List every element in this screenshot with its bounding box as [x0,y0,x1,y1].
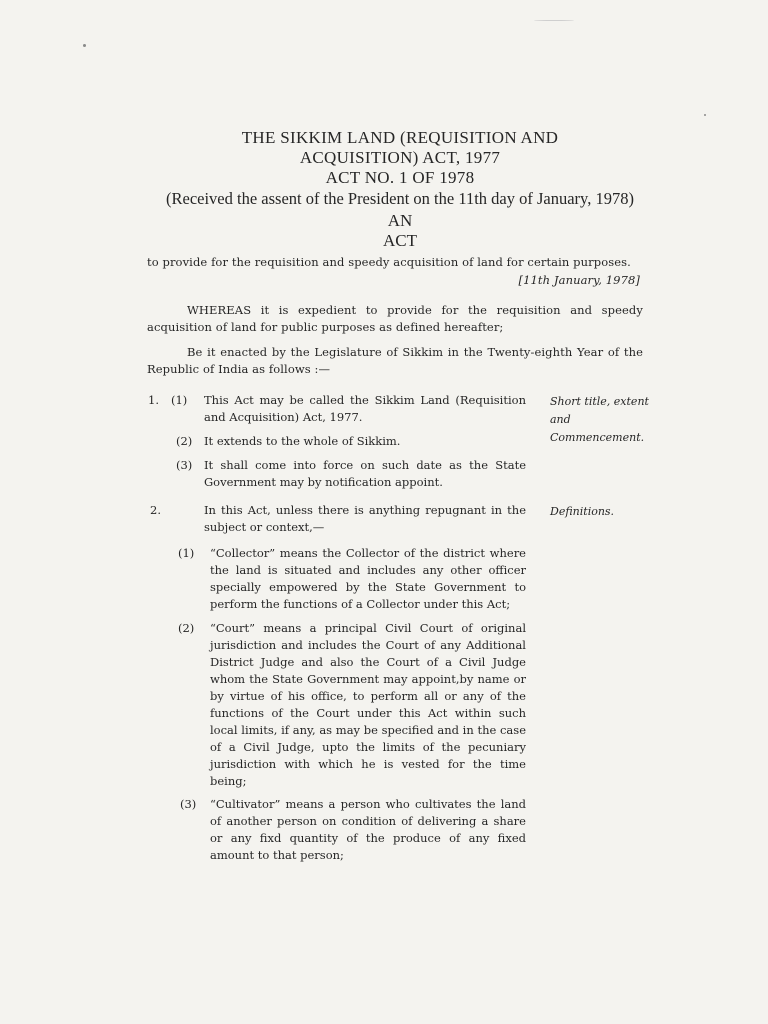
act-number: ACT NO. 1 OF 1978 [325,168,475,187]
scan-speck [704,114,706,116]
definition-text: “Cultivator” means a person who cultivates the land of another person on condition of delivering a share or any fixd quantity of the produce of any fixed amount to that person; [210,797,526,862]
margin-note: Definitions. [550,505,615,518]
act-title-line-1: THE SIKKIM LAND (REQUISITION AND [241,128,559,147]
scan-speck [534,20,574,21]
definition-text: “Court” means a principal Civil Court of original jurisdiction and includes the Court of any Additional District Judge and also the Court of a Civil Judge whom the State Government may appoint,by name or by virtue of his office, to perform all or any of the functions of the Court under this Act within such local limits, if any, as may be specified and in the case of a Civil Judge, upto the limits of the pecuniary jurisdiction with which he is vested for the time being; [210,621,526,788]
act-purpose: to provide for the requisition and speedy acquisition of land for certain purposes. [147,255,631,269]
definition-number: (2) [178,621,195,635]
section-intro: In this Act, unless there is anything repugnant in the subject or context,— [204,503,526,534]
heading-act: ACT [383,231,417,250]
enactment-date: [11th January, 1978] [518,273,640,287]
scan-speck [83,44,86,47]
section-number: 2. [150,503,161,517]
subsection-number: (1) [171,393,188,407]
subsection-number: (3) [176,458,193,472]
section-number: 1. [148,393,159,407]
whereas-clause: WHEREAS it is expedient to provide for the requisition and speedy acquisition of land for public purposes as defined hereafter; [147,303,643,334]
enacting-clause: Be it enacted by the Legislature of Sikkim in the Twenty-eighth Year of the Republic of India as follows :— [147,345,643,376]
subsection-text: It shall come into force on such date as the State Government may by notification appoint. [204,458,526,489]
definition-number: (1) [178,546,195,560]
margin-note: Short title, extent and Commencement. [550,395,649,444]
act-title-line-2: ACQUISITION) ACT, 1977 [299,148,501,167]
subsection-text: It extends to the whole of Sikkim. [204,434,401,448]
definition-number: (3) [180,797,197,811]
subsection-text: This Act may be called the Sikkim Land (Requisition and Acquisition) Act, 1977. [204,393,526,424]
assent-line: (Received the assent of the President on the 11th day of January, 1978) [166,189,634,208]
subsection-number: (2) [176,434,193,448]
heading-an: AN [387,211,413,230]
act-title-block [90,128,710,249]
definition-text: “Collector” means the Collector of the district where the land is situated and includes any other officer specially empowered by the State Government to perform the functions of a Collector under this Act; [210,546,526,611]
